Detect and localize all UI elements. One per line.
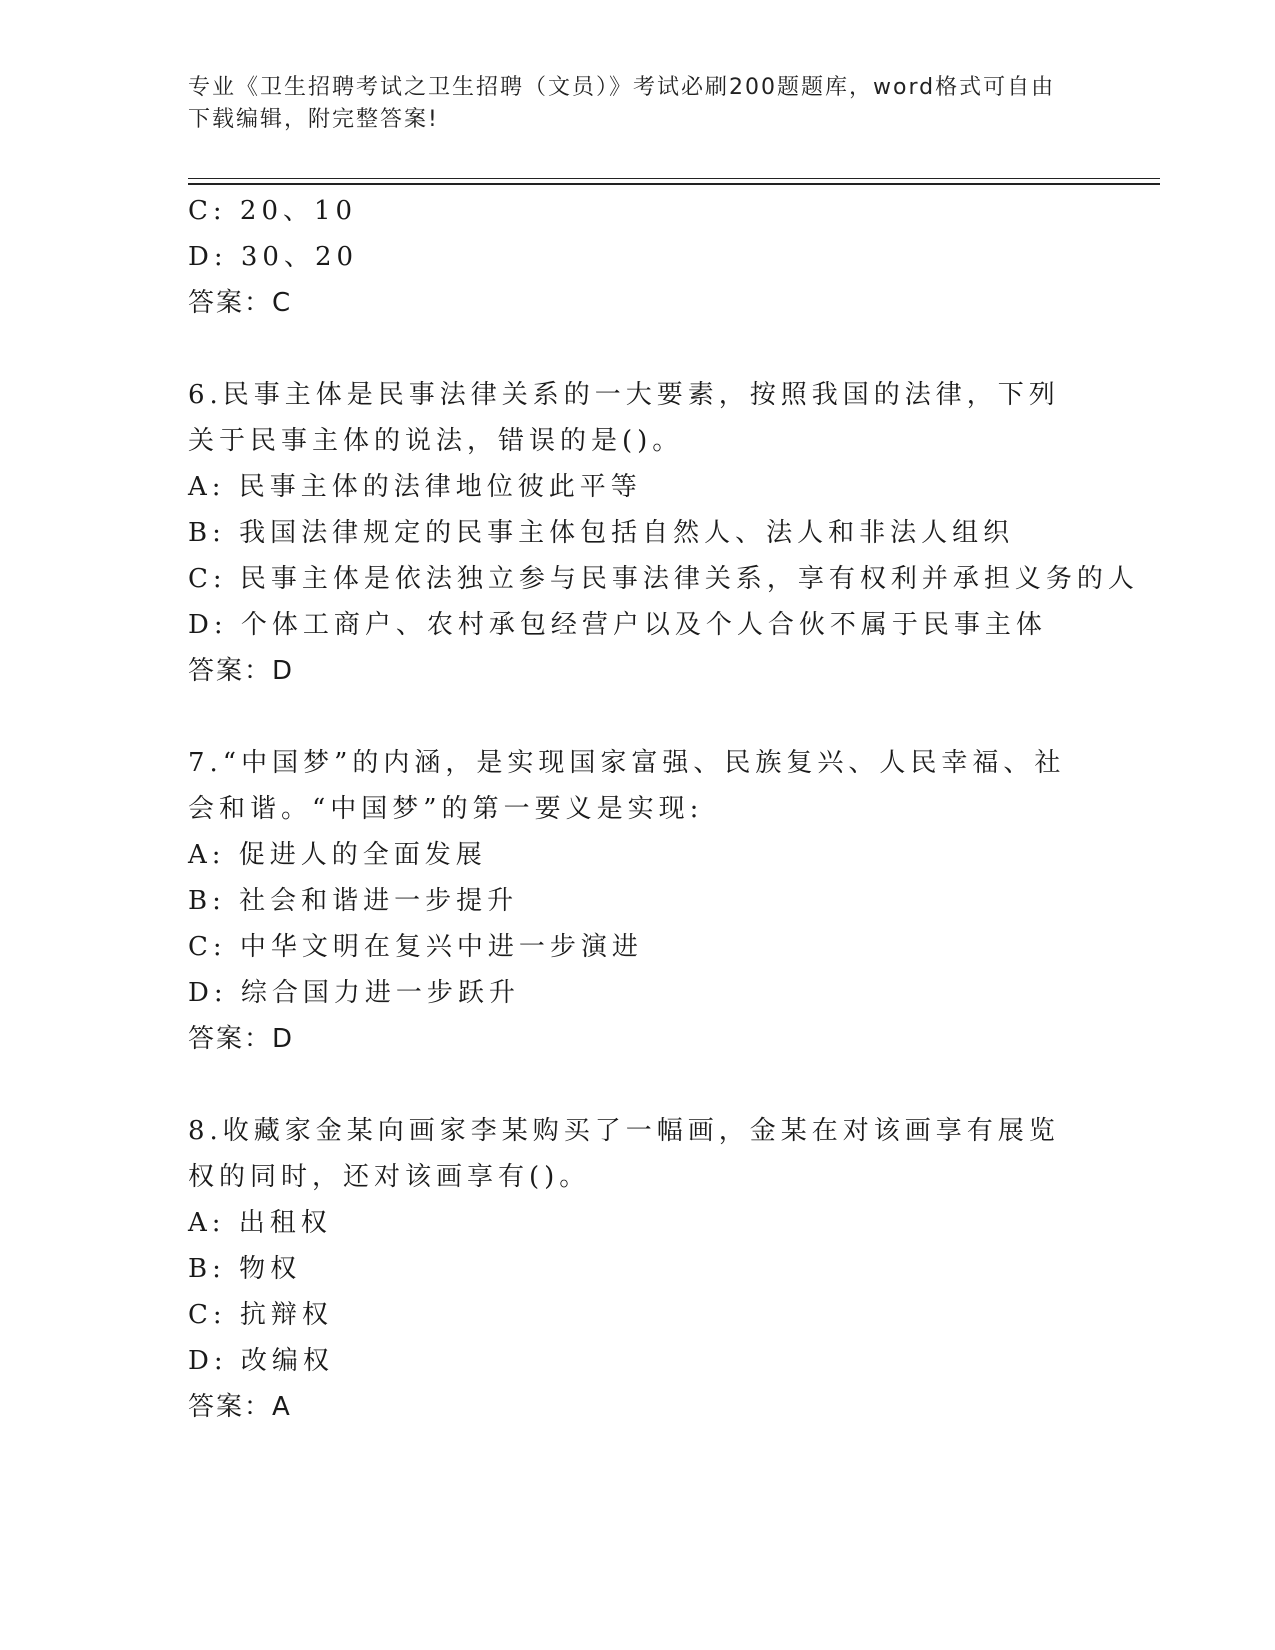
question-7 [188, 740, 1108, 1062]
question-list [188, 188, 1139, 1430]
option-a: A: 民事主体的法律地位彼此平等 [188, 472, 642, 502]
answer-line: 答案：C [188, 288, 293, 318]
spacer [188, 1062, 1108, 1108]
spacer [188, 326, 1108, 372]
option-c: C: 抗辩权 [188, 1300, 333, 1330]
option-b: B: 物权 [188, 1254, 302, 1284]
option-c: C: 民事主体是依法独立参与民事法律关系，享有权利并承担义务的人 [188, 564, 1139, 594]
option-d: D: 个体工商户、农村承包经营户以及个人合伙不属于民事主体 [188, 610, 1047, 640]
answer-line: 答案：D [188, 1024, 295, 1054]
document-header [188, 72, 1068, 136]
option-d: D: 30、20 [188, 242, 359, 272]
question-stem: 8.收藏家金某向画家李某购买了一幅画，金某在对该画享有展览权的同时，还对该画享有()。 [188, 1116, 1060, 1192]
spacer [188, 694, 1108, 740]
previous-question-tail [188, 188, 1108, 326]
option-a: A: 出租权 [188, 1208, 332, 1238]
option-a: A: 促进人的全面发展 [188, 840, 487, 870]
question-6 [188, 372, 1139, 694]
option-c: C: 20、10 [188, 196, 358, 226]
answer-line: 答案：A [188, 1392, 292, 1422]
option-d: D: 综合国力进一步跃升 [188, 978, 520, 1008]
answer-line: 答案：D [188, 656, 295, 686]
header-divider-thin [188, 178, 1160, 179]
header-title: 专业《卫生招聘考试之卫生招聘（文员）》考试必刷200题题库，word格式可自由下载编辑，附完整答案! [188, 75, 1056, 132]
question-stem: 7.“中国梦”的内涵，是实现国家富强、民族复兴、人民幸福、社会和谐。“中国梦”的第一要义是实现: [188, 748, 1066, 824]
question-8 [188, 1108, 1108, 1430]
header-divider-thick [188, 183, 1160, 185]
option-d: D: 改编权 [188, 1346, 334, 1376]
option-c: C: 中华文明在复兴中进一步演进 [188, 932, 643, 962]
question-stem: 6.民事主体是民事法律关系的一大要素，按照我国的法律，下列关于民事主体的说法，错误的是()。 [188, 380, 1060, 456]
option-b: B: 社会和谐进一步提升 [188, 886, 519, 916]
option-b: B: 我国法律规定的民事主体包括自然人、法人和非法人组织 [188, 518, 1015, 548]
